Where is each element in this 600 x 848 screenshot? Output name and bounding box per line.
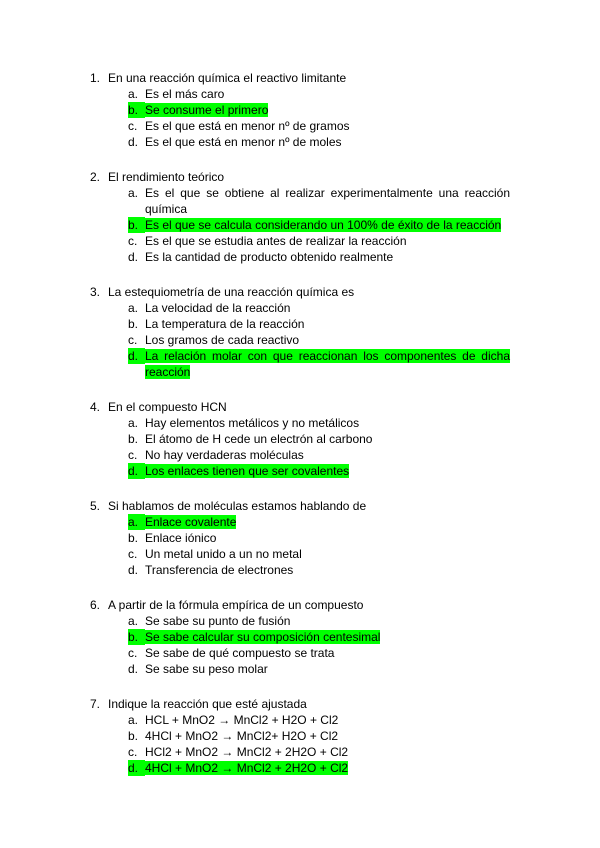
question-text: El rendimiento teórico: [108, 170, 225, 184]
option: [90, 530, 510, 546]
option-letter: d.: [128, 563, 139, 577]
option: [90, 562, 510, 578]
question-number: 3.: [90, 285, 101, 299]
question-number: 5.: [90, 499, 101, 513]
question-stem: [90, 169, 510, 185]
option-letter: a.: [128, 514, 145, 530]
question-stem: [90, 597, 510, 613]
option-text: No hay verdaderas moléculas: [145, 448, 304, 462]
question-text: La estequiometría de una reacción química es: [108, 285, 355, 299]
question-text: Indique la reacción que esté ajustada: [108, 697, 307, 711]
option-letter: c.: [128, 333, 138, 347]
option-text-wrap: [145, 102, 510, 118]
option-text: Se sabe su peso molar: [145, 662, 268, 676]
question-1: [90, 70, 510, 150]
option-letter: a.: [128, 614, 139, 628]
option-letter: a.: [128, 301, 139, 315]
option-text-wrap: [145, 645, 510, 661]
option-letter: d.: [128, 760, 145, 776]
question-stem: [90, 696, 510, 712]
option-text-wrap: [145, 447, 510, 463]
option-correct: [90, 348, 510, 380]
option: [90, 728, 510, 744]
option-text: Es el que está en menor nº de moles: [145, 135, 342, 149]
option-letter: a.: [128, 416, 139, 430]
option-text-wrap: [145, 760, 510, 776]
question-stem: [90, 498, 510, 514]
option-correct: [90, 463, 510, 479]
option-letter: c.: [128, 119, 138, 133]
option: [90, 249, 510, 265]
option-text-wrap: [145, 629, 510, 645]
option: [90, 744, 510, 760]
option-text-wrap: [145, 728, 510, 744]
question-number: 2.: [90, 170, 101, 184]
option: [90, 233, 510, 249]
option: [90, 118, 510, 134]
question-text: A partir de la fórmula empírica de un compuesto: [108, 598, 364, 612]
option: [90, 546, 510, 562]
option-text: Es la cantidad de producto obtenido realmente: [145, 250, 394, 264]
option: [90, 431, 510, 447]
option: [90, 613, 510, 629]
question-number: 1.: [90, 71, 101, 85]
option-text: Es el más caro: [145, 87, 225, 101]
option-text: Transferencia de electrones: [145, 563, 294, 577]
option-text: Se sabe calcular su composición centesimal: [145, 630, 381, 644]
option-text: Se sabe de qué compuesto se trata: [145, 646, 335, 660]
option: [90, 185, 510, 217]
option-text-wrap: [145, 661, 510, 677]
option-text-wrap: [145, 86, 510, 102]
option-letter: a.: [128, 87, 139, 101]
option-letter: b.: [128, 729, 139, 743]
option-text: 4HCl + MnO2 → MnCl2+ H2O + Cl2: [145, 729, 339, 743]
option-text-wrap: [145, 530, 510, 546]
option-text: La temperatura de la reacción: [145, 317, 305, 331]
option-text-wrap: [145, 233, 510, 249]
option-text: Es el que está en menor nº de gramos: [145, 119, 350, 133]
option-letter: b.: [128, 102, 145, 118]
option-letter: c.: [128, 448, 138, 462]
option-text: Se sabe su punto de fusión: [145, 614, 291, 628]
option-text: Es el que se obtiene al realizar experimentalmente una reacción química: [145, 186, 510, 216]
option-text-wrap: [145, 415, 510, 431]
option: [90, 661, 510, 677]
option-text: Es el que se estudia antes de realizar la reacción: [145, 234, 407, 248]
question-2: [90, 169, 510, 265]
option-text-wrap: [145, 134, 510, 150]
option-text-wrap: [145, 744, 510, 760]
option-text: Los gramos de cada reactivo: [145, 333, 300, 347]
option-text-wrap: [145, 431, 510, 447]
option-letter: b.: [128, 317, 139, 331]
option-letter: d.: [128, 463, 145, 479]
option-letter: b.: [128, 531, 139, 545]
option-text: La relación molar con que reaccionan los componentes de dicha reacción: [145, 349, 510, 379]
option-text-wrap: [145, 546, 510, 562]
option-text: Un metal unido a un no metal: [145, 547, 302, 561]
option-text-wrap: [145, 514, 510, 530]
option-correct: [90, 217, 510, 233]
question-number: 4.: [90, 400, 101, 414]
question-3: [90, 284, 510, 380]
option: [90, 645, 510, 661]
option-text: 4HCl + MnO2 → MnCl2 + 2H2O + Cl2: [145, 761, 349, 775]
question-4: [90, 399, 510, 479]
option-text: Es el que se calcula considerando un 100% de éxito de la reacción: [145, 218, 502, 232]
option-letter: d.: [128, 135, 139, 149]
option-correct: [90, 760, 510, 776]
option-text-wrap: [145, 712, 510, 728]
option-letter: d.: [128, 250, 139, 264]
option: [90, 300, 510, 316]
option: [90, 316, 510, 332]
option-letter: c.: [128, 547, 138, 561]
option-text: Los enlaces tienen que ser covalentes: [145, 464, 350, 478]
option-letter: d.: [128, 348, 145, 364]
option: [90, 415, 510, 431]
option-text: Se consume el primero: [145, 103, 269, 117]
option-letter: b.: [128, 432, 139, 446]
option-text-wrap: [145, 332, 510, 348]
question-7: [90, 696, 510, 776]
question-number: 7.: [90, 697, 101, 711]
question-stem: [90, 284, 510, 300]
option-letter: d.: [128, 662, 139, 676]
option-text-wrap: [145, 249, 510, 265]
question-list: [90, 70, 510, 795]
question-text: En una reacción química el reactivo limitante: [108, 71, 347, 85]
option-text-wrap: [145, 185, 510, 217]
option-letter: c.: [128, 646, 138, 660]
option-text: El átomo de H cede un electrón al carbono: [145, 432, 373, 446]
option-text-wrap: [145, 316, 510, 332]
option-text-wrap: [145, 348, 510, 380]
option: [90, 332, 510, 348]
option-text-wrap: [145, 300, 510, 316]
question-text: Si hablamos de moléculas estamos hablando de: [108, 499, 367, 513]
option-letter: a.: [128, 713, 139, 727]
option: [90, 447, 510, 463]
option-text-wrap: [145, 463, 510, 479]
question-stem: [90, 70, 510, 86]
option: [90, 712, 510, 728]
option-text: HCl2 + MnO2 → MnCl2 + 2H2O + Cl2: [145, 745, 349, 759]
option-text-wrap: [145, 118, 510, 134]
option-text-wrap: [145, 217, 510, 233]
option-letter: b.: [128, 629, 145, 645]
option: [90, 134, 510, 150]
option-letter: c.: [128, 234, 138, 248]
option-correct: [90, 102, 510, 118]
option-text-wrap: [145, 613, 510, 629]
option-letter: c.: [128, 745, 138, 759]
option-text: Enlace iónico: [145, 531, 217, 545]
question-6: [90, 597, 510, 677]
option-correct: [90, 629, 510, 645]
question-5: [90, 498, 510, 578]
option-letter: b.: [128, 217, 145, 233]
option: [90, 86, 510, 102]
question-number: 6.: [90, 598, 101, 612]
question-stem: [90, 399, 510, 415]
option-text-wrap: [145, 562, 510, 578]
option-text: La velocidad de la reacción: [145, 301, 291, 315]
option-letter: a.: [128, 186, 139, 200]
option-text: Enlace covalente: [145, 515, 237, 529]
question-text: En el compuesto HCN: [108, 400, 227, 414]
option-correct: [90, 514, 510, 530]
option-text: HCL + MnO2 → MnCl2 + H2O + Cl2: [145, 713, 339, 727]
option-text: Hay elementos metálicos y no metálicos: [145, 416, 360, 430]
